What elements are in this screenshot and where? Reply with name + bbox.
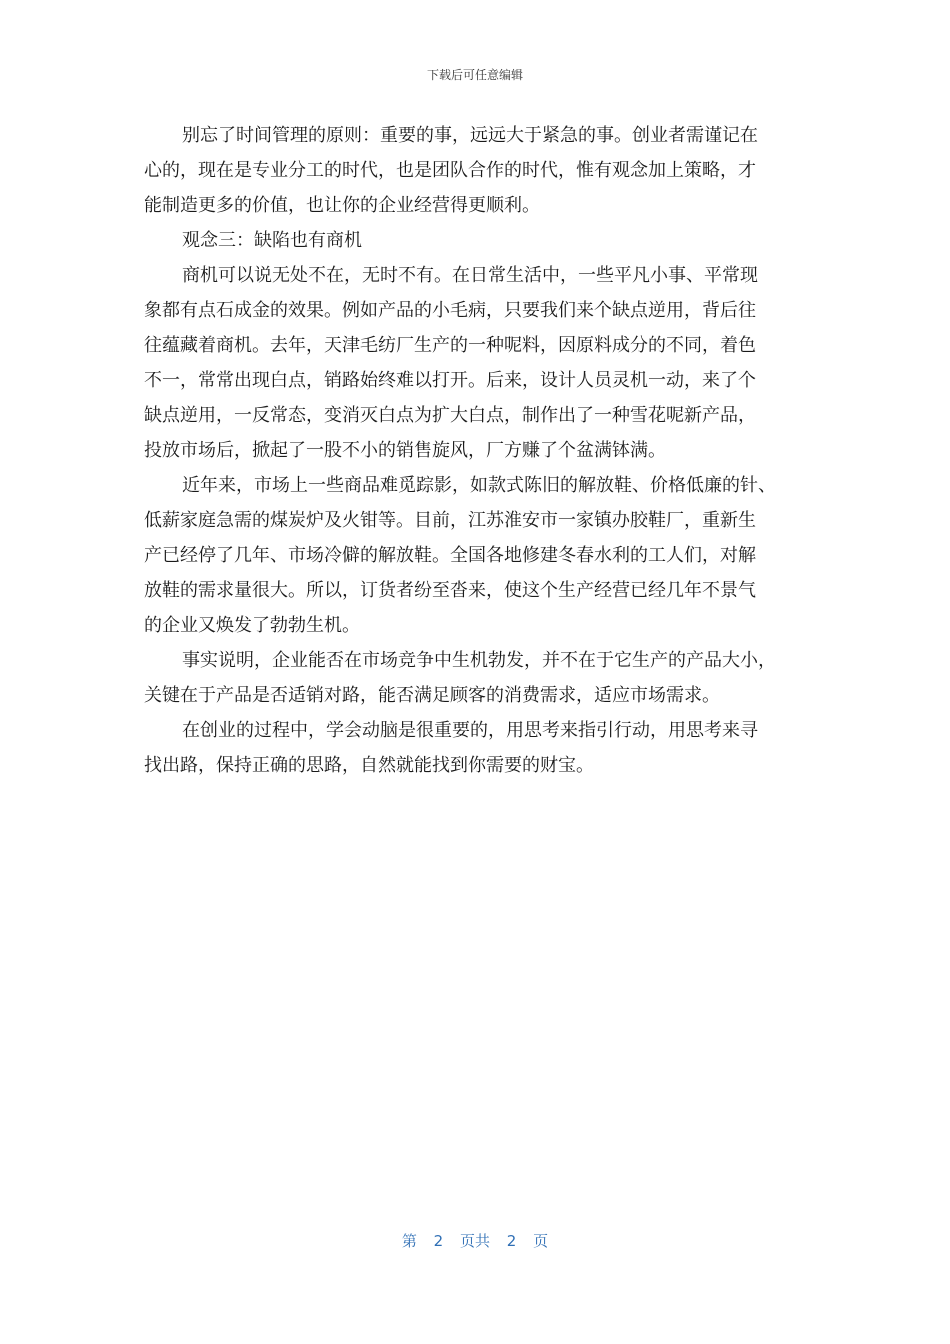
footer-prefix: 第 [401, 1232, 417, 1250]
paragraph-line: 事实说明，企业能否在市场竞争中生机勃发，并不在于它生产的产品大小， [182, 650, 776, 671]
paragraph-line: 的企业又焕发了勃勃生机。 [144, 615, 360, 636]
paragraph-conclusion [144, 713, 812, 783]
footer-suffix: 页 [533, 1232, 549, 1250]
paragraph-time-management [144, 118, 812, 223]
paragraph-line: 产已经停了几年、市场冷僻的解放鞋。全国各地修建冬春水利的工人们，对解 [144, 545, 756, 566]
paragraph-market-example [144, 468, 812, 643]
paragraph-opportunity [144, 258, 812, 468]
paragraph-line: 低薪家庭急需的煤炭炉及火钳等。目前，江苏淮安市一家镇办胶鞋厂，重新生 [144, 510, 756, 531]
page-header: 下载后可任意编辑 [426, 68, 523, 82]
paragraph-line: 放鞋的需求量很大。所以，订货者纷至沓来，使这个生产经营已经几年不景气 [144, 580, 756, 601]
paragraph-line: 找出路，保持正确的思路，自然就能找到你需要的财宝。 [144, 755, 594, 776]
paragraph-line: 商机可以说无处不在，无时不有。在日常生活中，一些平凡小事、平常现 [182, 265, 758, 286]
paragraph-line: 别忘了时间管理的原则：重要的事，远远大于紧急的事。创业者需谨记在 [182, 125, 758, 146]
paragraph-line: 在创业的过程中，学会动脑是很重要的，用思考来指引行动，用思考来寻 [182, 720, 758, 741]
paragraph-line: 缺点逆用，一反常态，变消灭白点为扩大白点，制作出了一种雪花呢新产品， [144, 405, 756, 426]
paragraph-line: 往蕴藏着商机。去年，天津毛纺厂生产的一种呢料，因原料成分的不同，着色 [144, 335, 756, 356]
paragraph-line: 心的，现在是专业分工的时代，也是团队合作的时代，惟有观念加上策略，才 [144, 160, 756, 181]
paragraph-line: 投放市场后，掀起了一股不小的销售旋风，厂方赚了个盆满钵满。 [144, 440, 666, 461]
footer-current-page: 2 [433, 1232, 444, 1250]
page-footer [0, 1230, 950, 1251]
footer-total-pages: 2 [506, 1232, 517, 1250]
section-heading-text: 观念三：缺陷也有商机 [182, 230, 362, 251]
paragraph-line: 能制造更多的价值，也让你的企业经营得更顺利。 [144, 195, 540, 216]
paragraph-line: 象都有点石成金的效果。例如产品的小毛病，只要我们来个缺点逆用，背后往 [144, 300, 756, 321]
paragraph-line: 关键在于产品是否适销对路，能否满足顾客的消费需求，适应市场需求。 [144, 685, 720, 706]
document-body [144, 118, 812, 783]
paragraph-facts [144, 643, 812, 713]
paragraph-line: 不一，常常出现白点，销路始终难以打开。后来，设计人员灵机一动，来了个 [144, 370, 756, 391]
section-heading [144, 223, 812, 258]
footer-middle: 页共 [459, 1232, 490, 1250]
paragraph-line: 近年来，市场上一些商品难觅踪影，如款式陈旧的解放鞋、价格低廉的针、 [182, 475, 776, 496]
